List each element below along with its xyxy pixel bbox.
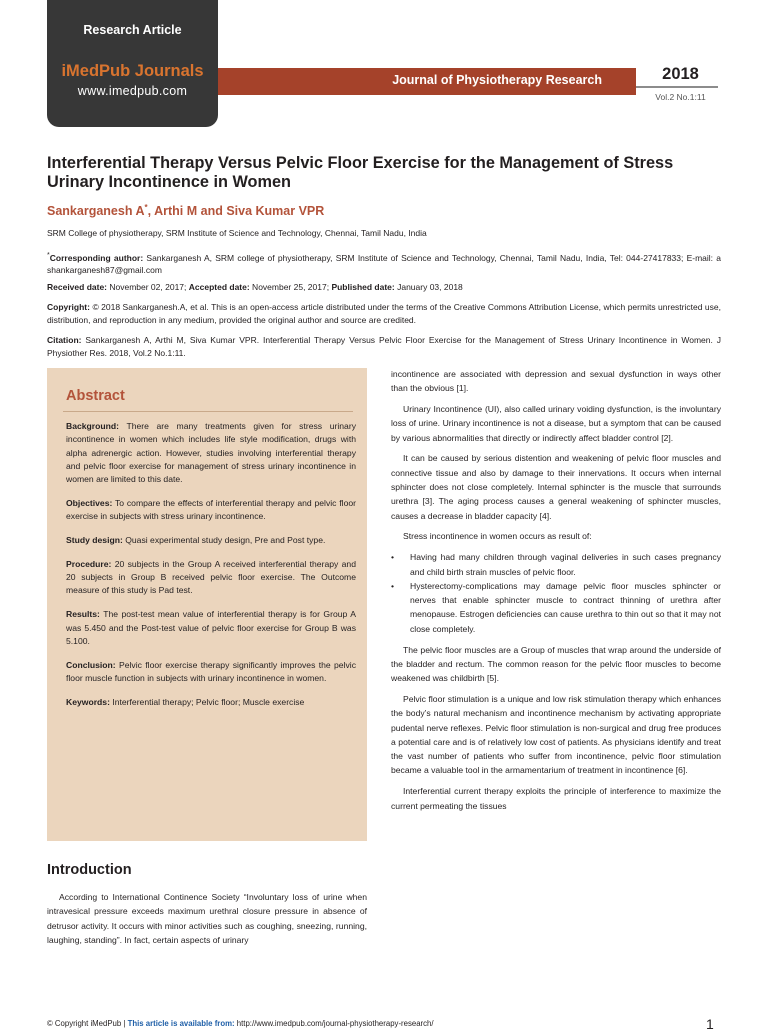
abstract-objectives bbox=[66, 497, 356, 524]
author-first: Sankarganesh A bbox=[47, 204, 145, 219]
right-paragraph-6: Interferential current therapy exploits the principle of interference to maximize the current permeating the tissues bbox=[391, 786, 721, 811]
copyright-label: Copyright: bbox=[47, 302, 90, 312]
publisher-website[interactable]: www.imedpub.com bbox=[77, 84, 188, 98]
corr-label: Corresponding author: bbox=[49, 252, 144, 263]
dates-line bbox=[47, 281, 721, 294]
keywords-text: Interferential therapy; Pelvic floor; Muscle exercise bbox=[109, 696, 305, 707]
results-text: The post-test mean value of interferential therapy is for Group A was 5.450 and the Post-test value of pelvic floor exercise for Group B was 5.100. bbox=[66, 609, 356, 646]
right-paragraph-1: Urinary Incontinence (UI), also called urinary voiding dysfunction, is the involuntary loss of urine. Urinary incontinence is not a disease, but a symptom that can be caused by various abnormalities that directly or indirectly affect bladder control [2]. bbox=[391, 404, 721, 443]
journal-name-bar bbox=[218, 68, 636, 95]
accepted-date: November 25, 2017; bbox=[249, 282, 332, 292]
published-date: January 03, 2018 bbox=[394, 282, 463, 292]
keywords-label: Keywords: bbox=[66, 696, 110, 707]
list-item bbox=[391, 579, 721, 636]
author-asterisk: * bbox=[144, 203, 148, 212]
introduction-body bbox=[47, 890, 367, 947]
abstract-background bbox=[66, 420, 356, 486]
right-paragraph-3: Stress incontinence in women occurs as result of: bbox=[403, 531, 592, 542]
footer-available-label: This article is available from: bbox=[127, 1019, 235, 1028]
affiliation: SRM College of physiotherapy, SRM Institute of Science and Technology, Chennai, Tamil Nadu, India bbox=[47, 228, 427, 238]
article-type-label: Research Article bbox=[83, 23, 182, 37]
bullet-icon: • bbox=[391, 552, 395, 563]
footer-copyright: © Copyright iMedPub | bbox=[47, 1019, 128, 1028]
objectives-label: Objectives: bbox=[66, 497, 113, 508]
accepted-label: Accepted date: bbox=[188, 282, 250, 292]
conclusion-label: Conclusion: bbox=[66, 659, 116, 670]
introduction-heading: Introduction bbox=[47, 862, 132, 878]
abstract-body bbox=[66, 420, 356, 720]
abstract-design bbox=[66, 534, 356, 547]
corr-text: Sankarganesh A, SRM college of physiotherapy, SRM Institute of Science and Technology, Chennai, Tamil Nadu, India, Tel: 044-27417833; E-mail: a shankarganesh87@gmail.com bbox=[47, 252, 721, 276]
design-text: Quasi experimental study design, Pre and Post type. bbox=[122, 535, 326, 546]
copyright-text: © 2018 Sankarganesh.A, et al. This is an open-access article distributed under the terms of the Creative Commons Attribution License, which permits unrestricted use, distribution, and reproduction in any medium, provided the original author and source are credited. bbox=[47, 302, 721, 325]
received-label: Received date: bbox=[47, 282, 107, 292]
author-list bbox=[47, 203, 324, 218]
right-column-body bbox=[391, 367, 721, 819]
footer-url[interactable]: http://www.imedpub.com/journal-physiotherapy-research/ bbox=[234, 1019, 434, 1028]
article-title: Interferential Therapy Versus Pelvic Floor Exercise for the Management of Stress Urinary Incontinence in Women bbox=[47, 154, 674, 191]
results-label: Results: bbox=[66, 609, 100, 620]
bullet-icon: • bbox=[391, 580, 395, 591]
page-number: 1 bbox=[706, 1016, 714, 1032]
published-label: Published date: bbox=[331, 282, 395, 292]
publisher-logo-text: iMedPub Journals bbox=[61, 62, 204, 80]
corresponding-author bbox=[47, 249, 721, 277]
citation-text: Sankarganesh A, Arthi M, Siva Kumar VPR. Interferential Therapy Versus Pelvic Floor Exercise for the Management of Stress Urinary Incontinence in Women. J Physiother Res. 2018, Vol.2 No.1:11. bbox=[47, 335, 721, 358]
volume-issue: Vol.2 No.1:11 bbox=[655, 92, 706, 102]
citation bbox=[47, 334, 721, 359]
received-date: November 02, 2017; bbox=[107, 282, 189, 292]
list-item-text: Hysterectomy-complications may damage pelvic floor muscles sphincter or nerves that enable sphincter muscle to contract thinning of urethra after menopause. Estrogen deficiencies can cause urethra to thin out so that it may not close completely. bbox=[410, 580, 721, 634]
design-label: Study design: bbox=[66, 535, 123, 546]
abstract-keywords bbox=[66, 696, 356, 709]
journal-name: Journal of Physiotherapy Research bbox=[392, 73, 602, 87]
corr-asterisk: * bbox=[47, 251, 50, 259]
abstract-box bbox=[47, 368, 367, 841]
abstract-conclusion bbox=[66, 659, 356, 686]
abstract-divider bbox=[63, 411, 353, 412]
objectives-text: To compare the effects of interferential therapy and pelvic floor exercise in subjects with stress urinary incontinence. bbox=[66, 497, 356, 522]
publication-year: 2018 bbox=[662, 65, 699, 83]
publisher-header-box bbox=[47, 0, 218, 127]
abstract-results bbox=[66, 608, 356, 648]
background-label: Background: bbox=[66, 421, 119, 431]
right-paragraph-5: Pelvic floor stimulation is a unique and low risk stimulation therapy which enhances the body’s natural mechanism and incontinence mechanism by activating appropriate pudental nerve reflexes. Pelvic floor stimulation is non-surgical and drug free produces a potential care and is of relatively low cost of patients. As physicians identify and treat the vast number of patients who suffer from incontinence, pelvic floor stimulation became a valuable tool in the armamentarium of treatment in incontinence [6]. bbox=[391, 693, 721, 776]
procedure-text: 20 subjects in the Group A received interferential therapy and 20 subjects in Group B received pelvic floor exercise. The Outcome measure of this study is Pad test. bbox=[66, 558, 356, 596]
background-text: There are many treatments given for stress urinary incontinence in women which includes life style modification, drugs with alpha adrenergic action. However, studies involving interferential therapy and pelvic floor exercise for management of stress urinary incontinence in women are limited to this date. bbox=[66, 421, 356, 485]
copyright-notice bbox=[47, 301, 721, 326]
right-paragraph-4: The pelvic floor muscles are a Group of muscles that wrap around the underside of the bladder and rectum. The common reason for the pelvic floor muscles to become weakened was childbirth [5]. bbox=[391, 644, 721, 684]
right-paragraph-2: It can be caused by serious distention and weakening of pelvic floor muscles and connective tissue and also by damage to their innervations. It occurs when internal sphincter does not close completely. Internal sphincter is the muscle that surrounds urethra [3]. The aging process causes a general weakening of sphincter muscles, causes a decrease in bladder capacity [4]. bbox=[391, 453, 721, 521]
abstract-procedure bbox=[66, 558, 356, 598]
causes-list bbox=[391, 550, 721, 636]
author-rest: , Arthi M and Siva Kumar VPR bbox=[147, 204, 325, 219]
procedure-label: Procedure: bbox=[66, 558, 112, 569]
right-paragraph-0: incontinence are associated with depression and sexual dysfunction in ways other than the obvious [1]. bbox=[391, 369, 721, 394]
citation-label: Citation: bbox=[47, 335, 82, 345]
list-item-text: Having had many children through vaginal deliveries in such cases pregnancy and child birth strain muscles of pelvic floor. bbox=[410, 552, 721, 577]
list-item bbox=[391, 550, 721, 579]
abstract-heading: Abstract bbox=[66, 388, 125, 404]
conclusion-text: Pelvic floor exercise therapy significantly improves the pelvic floor muscle function in subjects with urinary incontinence in women. bbox=[66, 659, 356, 683]
year-divider bbox=[636, 86, 718, 88]
intro-paragraph-1: According to International Continence Society “Involuntary loss of urine when intravesical pressure exceeds maximum urethral closure pressure in absence of detrusor activity. It occurs with minor activities such as coughing, sneezing, running, laughing, standing”. In fact, certain aspects of urinary bbox=[47, 892, 367, 945]
